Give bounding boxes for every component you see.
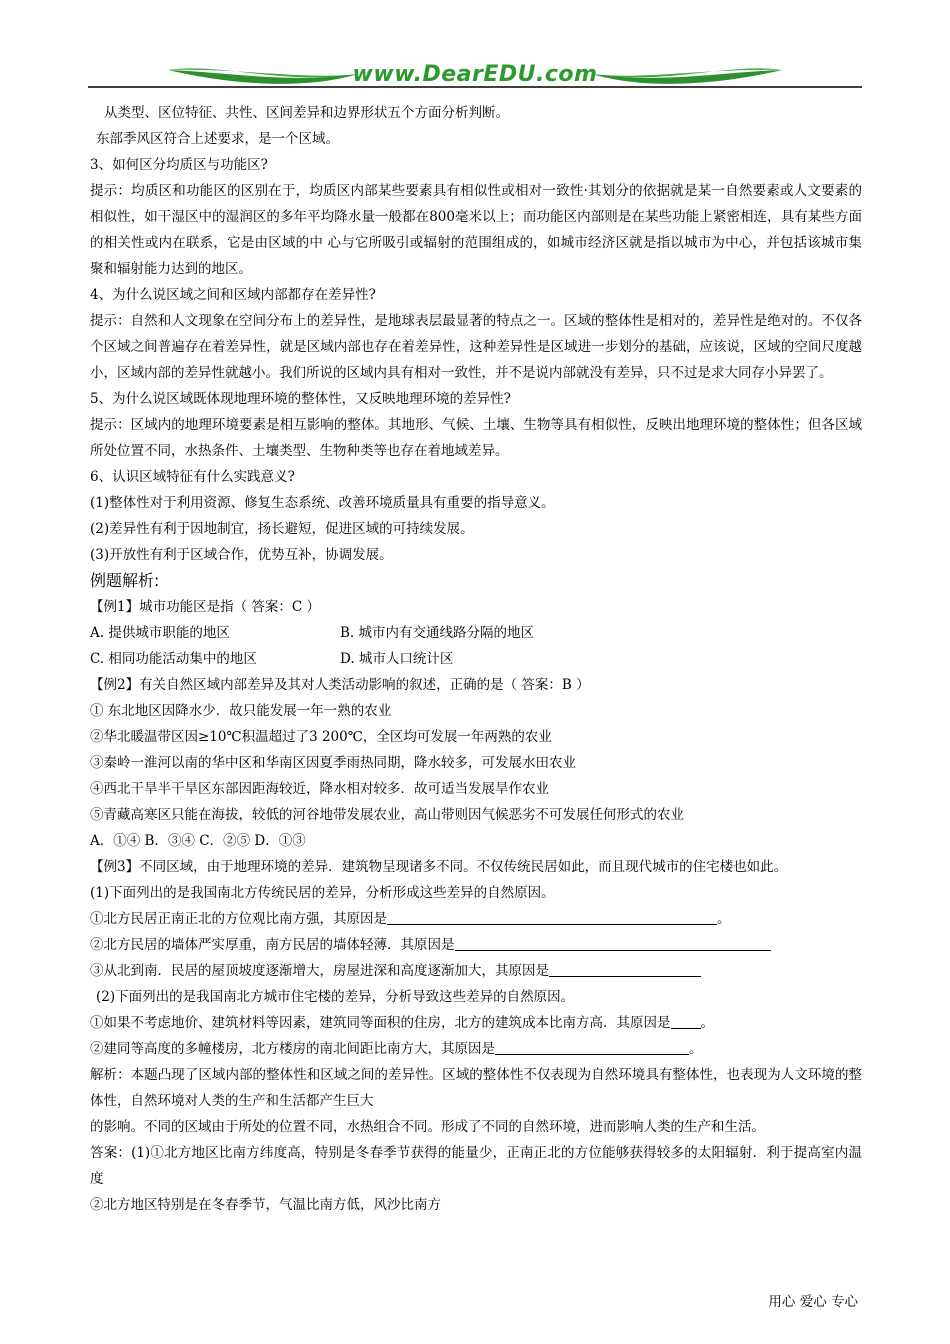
analysis-paragraph: 的影响。不同的区域由于所处的位置不同，水热组合不同。形成了不同的自然环境，进而影响人类的生产和生活。 — [90, 1119, 765, 1135]
punctuation: 。 — [689, 1041, 703, 1057]
question-heading: 4、为什么说区域之间和区域内部都存在差异性? — [90, 287, 376, 303]
option-a: A. 提供城市职能的地区 — [90, 625, 230, 641]
punctuation: 。 — [717, 911, 731, 927]
fill-in-item — [90, 1010, 862, 1036]
section-title: 例题解析: — [90, 571, 160, 590]
option-b: B. 城市内有交通线路分隔的地区 — [340, 625, 535, 641]
document-body — [90, 100, 862, 1218]
answer-paragraph: 答案：(1)①北方地区比南方纬度高，特别是冬春季节获得的能量少，正南正北的方位能够获得较多的太阳辐射．利于提高室内温度 — [90, 1145, 862, 1187]
question-heading: 3、如何区分均质区与功能区? — [90, 157, 268, 173]
fill-in-text: ③从北到南．民居的屋顶坡度逐渐增大，房屋进深和高度逐渐加大，其原因是 — [90, 963, 549, 979]
fill-in-text: ①北方民居正南正北的方位观比南方强，其原因是 — [90, 911, 387, 927]
option-row — [90, 620, 862, 646]
answer-blank[interactable] — [549, 960, 701, 977]
option-row — [90, 646, 862, 672]
fill-in-item — [90, 958, 862, 984]
sub-question: (1)下面列出的是我国南北方传统民居的差异，分析形成这些差异的自然原因。 — [90, 885, 555, 901]
fill-in-text: ②北方民居的墙体严实厚重，南方民居的墙体轻薄．其原因是 — [90, 937, 455, 953]
page-footer: 用心 爱心 专心 — [768, 1294, 858, 1310]
statement-item: ⑤青藏高寒区只能在海拔，较低的河谷地带发展农业，高山带则因气候恶劣不可发展任何形式的农业 — [90, 807, 684, 823]
analysis-paragraph: 解析：本题凸现了区域内部的整体性和区域之间的差异性。区域的整体性不仅表现为自然环境具有整体性，也表现为人文环境的整体性，自然环境对人类的生产和生活都产生巨大 — [90, 1067, 862, 1109]
statement-item: ③秦岭一淮河以南的华中区和华南区因夏季雨热同期，降水较多，可发展水田农业 — [90, 755, 576, 771]
option-c: C. 相同功能活动集中的地区 — [90, 651, 257, 667]
statement-item: ②华北暖温带区因≥10℃积温超过了3 200℃，全区均可发展一年两熟的农业 — [90, 729, 552, 745]
paragraph: 从类型、区位特征、共性、区间差异和边界形状五个方面分析判断。 — [104, 105, 509, 121]
hint-paragraph: 提示：自然和人文现象在空间分布上的差异性，是地球表层最显著的特点之一。区域的整体性是相对的，差异性是绝对的。不仅各个区域之间普遍存在着差异性，就是区域内部也存在着差异性，这种差异性是区域进一步划分的基础，应该说，区域的空间尺度越小，区域内部的差异性就越小。我们所说的区域内具有相对一致性，并不是说内部就没有差异，只不过是求大同存小异罢了。 — [90, 313, 862, 381]
example-stem: 【例2】有关自然区域内部差异及其对人类活动影响的叙述，正确的是（ 答案：B ） — [90, 677, 590, 693]
option-d: D. 城市人口统计区 — [340, 651, 454, 667]
list-item: (3)开放性有利于区域合作，优势互补，协调发展。 — [90, 547, 393, 563]
list-item: (1)整体性对于利用资源、修复生态系统、改善环境质量具有重要的指导意义。 — [90, 495, 555, 511]
answer-options: A．①④ B．③④ C．②⑤ D．①③ — [90, 833, 306, 849]
example-stem: 【例1】城市功能区是指（ 答案：C ） — [90, 599, 321, 615]
hint-paragraph: 提示：均质区和功能区的区别在于，均质区内部某些要素具有相似性或相对一致性·其划分的依据就是某一自然要素或人文要素的相似性，如干湿区中的湿润区的多年平均降水量一般都在800毫米以上；而功能区内部则是在某些功能上紧密相连，具有某些方面的相关性或内在联系，它是由区域的中 心与它所吸引或辐射的范围组成的，如城市经济区就是指以城市为中心，并包括该城市集聚和辐射能力达到的地区。 — [90, 183, 863, 277]
question-heading: 5、为什么说区域既体现地理环境的整体性，又反映地理环境的差异性? — [90, 391, 511, 407]
statement-item: ① 东北地区因降水少．故只能发展一年一熟的农业 — [90, 703, 392, 719]
fill-in-item — [90, 932, 862, 958]
page-header — [88, 56, 862, 90]
hint-paragraph: 提示：区域内的地理环境要素是相互影响的整体。其地形、气候、土壤、生物等具有相似性，反映出地理环境的整体性；但各区域所处位置不同，水热条件、土壤类型、生物种类等也存在着地域差异。 — [90, 417, 862, 459]
statement-item: ④西北干旱半干旱区东部因距海较近，降水相对较多．故可适当发展旱作农业 — [90, 781, 549, 797]
answer-paragraph: ②北方地区特别是在冬春季节，气温比南方低，风沙比南方 — [90, 1197, 441, 1213]
sub-question: (2)下面列出的是我国南北方城市住宅楼的差异，分析导致这些差异的自然原因。 — [96, 989, 575, 1005]
answer-blank[interactable] — [671, 1012, 701, 1029]
fill-in-text: ①如果不考虑地价、建筑材料等因素，建筑同等面积的住房，北方的建筑成本比南方高．其原因是 — [90, 1015, 671, 1031]
answer-blank[interactable] — [455, 934, 771, 951]
list-item: (2)差异性有利于因地制宜，扬长避短，促进区域的可持续发展。 — [90, 521, 474, 537]
site-logo-text: www.DearEDU.com — [352, 62, 598, 87]
question-heading: 6、认识区域特征有什么实践意义? — [90, 469, 295, 485]
answer-blank[interactable] — [495, 1038, 689, 1055]
fill-in-item — [90, 1036, 862, 1062]
paragraph: 东部季风区符合上述要求，是一个区域。 — [96, 131, 339, 147]
answer-blank[interactable] — [387, 908, 717, 925]
fill-in-text: ②建同等高度的多幢楼房，北方楼房的南北间距比南方大，其原因是 — [90, 1041, 495, 1057]
example-stem: 【例3】不同区域，由于地理环境的差异．建筑物呈现诸多不同。不仅传统民居如此，而且现代城市的住宅楼也如此。 — [90, 859, 788, 875]
fill-in-item — [90, 906, 862, 932]
punctuation: 。 — [700, 1015, 714, 1031]
